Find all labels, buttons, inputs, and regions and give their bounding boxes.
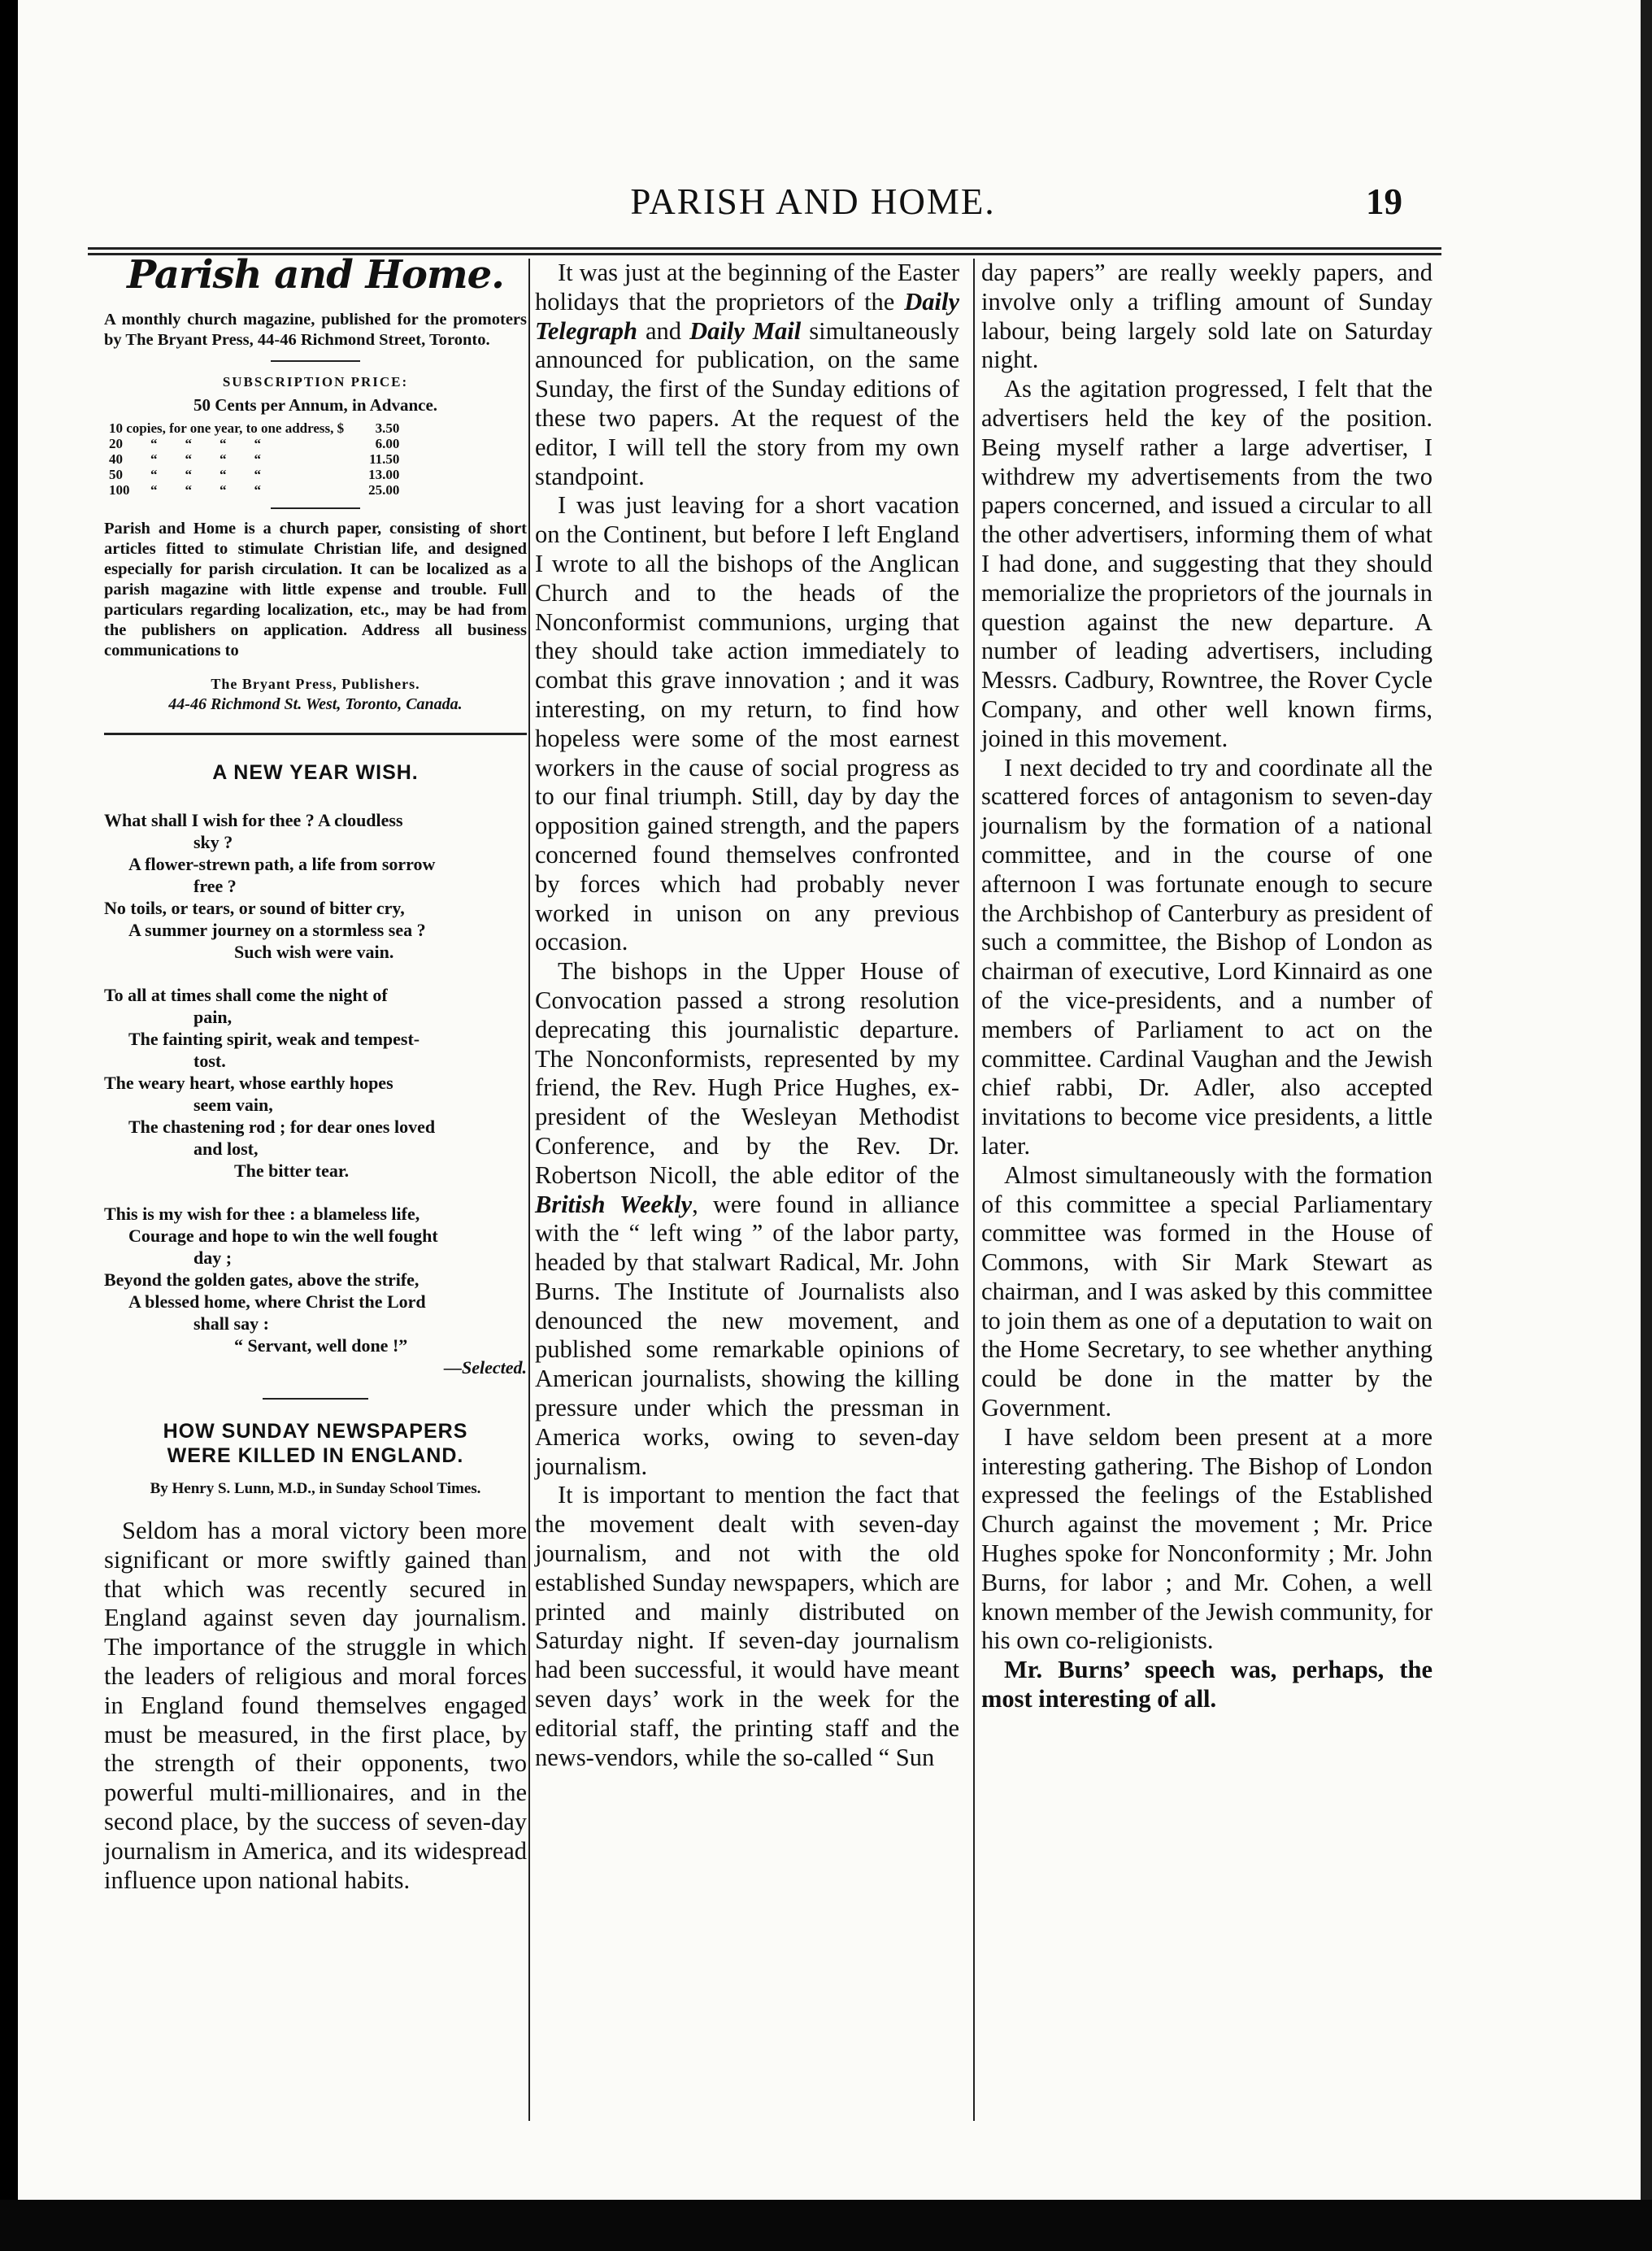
subscription-price: 50 Cents per Annum, in Advance. bbox=[193, 395, 438, 415]
price-row bbox=[109, 482, 407, 498]
page-number: 19 bbox=[1366, 181, 1402, 222]
poem-line: Courage and hope to win the well fought bbox=[128, 1226, 438, 1246]
masthead-title: Parish and Home. bbox=[127, 252, 504, 298]
newspaper-name: Daily Mail bbox=[689, 316, 802, 345]
poem-line: pain, bbox=[193, 1007, 233, 1027]
article-paragraph: Seldom has a moral victory been more significant or more swiftly gained than that which was recently secured in England against seven day journalism. The importance of the struggle in which the leaders of religious and moral forces in England found themselves engaged must be measured, in the first place, by the strength of their opponents, two powerful multi-millionaires, and in the second place, by the success of seven-day journalism in America, and its widespread influence upon national habits. bbox=[104, 1517, 527, 1894]
column-3 bbox=[981, 259, 1432, 1714]
poem-line: Beyond the golden gates, above the strife, bbox=[104, 1269, 420, 1290]
divider bbox=[271, 507, 360, 509]
article-paragraph: Mr. Burns’ speech was, perhaps, the most interesting of all. bbox=[981, 1656, 1432, 1713]
column-divider bbox=[528, 259, 530, 2121]
price-amount: 13.00 bbox=[368, 467, 400, 482]
poem-line: The fainting spirit, weak and tempest- bbox=[128, 1029, 420, 1049]
price-table bbox=[109, 420, 407, 498]
poem-stanza bbox=[104, 809, 527, 963]
divider bbox=[271, 360, 360, 362]
price-amount: 11.50 bbox=[369, 451, 400, 467]
column-1 bbox=[104, 252, 527, 1895]
poem-signature: —Selected. bbox=[443, 1357, 527, 1378]
scan-bottom-edge bbox=[0, 2200, 1652, 2251]
article-paragraph: The bishops in the Upper House of Convocation passed a strong resolution deprecating this journalistic departure. The Nonconformists, represented by my friend, the Rev. Hugh Price Hughes, ex-president of the Wesleyan Methodist Conference, and by the Rev. Dr. Robertson Nicoll, the able editor of the British Weekly, were found in alliance with the “ left wing ” of the labor party, headed by that stalwart Radical, Mr. John Burns. The Institute of Journalists also denounced the new movement, and published some remarkable opinions of American journalists, showing the killing pressure under which the pressman in America works, owing to seven-day journalism. bbox=[535, 957, 959, 1480]
poem-line: What shall I wish for thee ? A cloudless bbox=[104, 810, 403, 830]
article-paragraph: It was just at the beginning of the Easter holidays that the proprietors of the Daily Telegraph and Daily Mail simultaneously announced for publication, on the same Sunday, the first of the Sunday editions of these two papers. At the request of the editor, I will tell the story from my own standpoint. bbox=[535, 259, 959, 490]
column-2 bbox=[535, 259, 959, 1772]
price-qty: 20 “ “ “ “ bbox=[109, 436, 261, 451]
publisher-name: The Bryant Press, Publishers. bbox=[211, 676, 420, 692]
poem-stanza bbox=[104, 1203, 527, 1356]
divider bbox=[263, 1398, 368, 1400]
article-paragraph: day papers” are really weekly papers, and involve only a trifling amount of Sunday labour, being largely sold late on Saturday night. bbox=[981, 259, 1432, 374]
poem-line: The weary heart, whose earthly hopes bbox=[104, 1073, 393, 1093]
publisher-address: 44-46 Richmond St. West, Toronto, Canada. bbox=[168, 695, 463, 713]
article-paragraph: I was just leaving for a short vacation on the Continent, but before I left England I wrote to all the bishops of the Anglican Church and to the heads of the Nonconformist communions, urging that they should take action immediately to combat this grave innovation ; and it was interesting, on my return, to find how hopeless were some of the most earnest workers in the cause of social progress as to our final triumph. Still, day by day the opposition gained strength, and the papers concerned found themselves confronted by forces which had probably never worked in unison on any previous occasion. bbox=[535, 491, 959, 956]
poem-line: seem vain, bbox=[193, 1095, 273, 1115]
poem-line: free ? bbox=[193, 876, 237, 896]
price-qty: 40 “ “ “ “ bbox=[109, 451, 261, 467]
poem-stanza bbox=[104, 984, 527, 1182]
price-row bbox=[109, 451, 407, 467]
price-qty: 50 “ “ “ “ bbox=[109, 467, 261, 482]
masthead-description: A monthly church magazine, published for the promoters by The Bryant Press, 44-46 Richmond Street, Toronto. bbox=[104, 311, 527, 349]
price-amount: 6.00 bbox=[375, 436, 400, 451]
poem-line: shall say : bbox=[193, 1313, 269, 1334]
price-row bbox=[109, 436, 407, 451]
price-amount: 25.00 bbox=[368, 482, 400, 498]
poem-line: Such wish were vain. bbox=[234, 942, 394, 962]
article-paragraph: I next decided to try and coordinate all the scattered forces of antagonism to seven-day journalism by the formation of a national committee, and in the course of one afternoon I was fortunate enough to secure the Archbishop of Canterbury as president of such a committee, the Bishop of London as chairman of executive, Lord Kinnaird as one of the vice-presidents, and a number of members of Parliament to act on the committee. Cardinal Vaughan and the Jewish chief rabbi, Dr. Adler, also accepted invitations to become vice presidents, a little later. bbox=[981, 753, 1432, 1160]
subscription-heading: SUBSCRIPTION PRICE: bbox=[222, 374, 409, 390]
price-amount: 3.50 bbox=[375, 420, 400, 436]
article-paragraph: Almost simultaneously with the formation of this committee a special Parliamentary committee was formed in the House of Commons, with Sir Mark Stewart as chairman, and I was asked by this committee to join them as one of a deputation to wait on the Home Secretary, to see whether anything could be done in the matter by the Government. bbox=[981, 1160, 1432, 1422]
masthead-about: Parish and Home is a church paper, consisting of short articles fitted to stimulate Christian life, and designed especially for parish circulation. It can be localized as a parish magazine with little expense and trouble. Full particulars regarding localization, etc., may be had from the publishers on application. Address all business communications to bbox=[104, 520, 527, 660]
poem-line: No toils, or tears, or sound of bitter cry, bbox=[104, 898, 405, 918]
poem-line: sky ? bbox=[193, 832, 233, 852]
poem-line: The chastening rod ; for dear ones loved bbox=[128, 1117, 436, 1137]
poem-line: “ Servant, well done !” bbox=[234, 1335, 408, 1356]
article-title: HOW SUNDAY NEWSPAPERS WERE KILLED IN ENGLAND. bbox=[163, 1420, 468, 1467]
poem-body bbox=[104, 809, 527, 1378]
divider bbox=[104, 733, 527, 735]
article-paragraph: I have seldom been present at a more interesting gathering. The Bishop of London expressed the feelings of the Established Church against the movement ; Mr. Price Hughes spoke for Nonconformity ; Mr. John Burns, for labor ; and Mr. Cohen, a well known member of the Jewish community, for his own co-religionists. bbox=[981, 1422, 1432, 1655]
poem-line: day ; bbox=[193, 1247, 233, 1268]
article-paragraph: It is important to mention the fact that the movement dealt with seven-day journalism, and not with the old established Sunday newspapers, which are printed and mainly distributed on Saturday night. If seven-day journalism had been successful, it would have meant seven days’ work in the week for the editorial staff, the printing staff and the news-vendors, while the so-called “ Sun bbox=[535, 1481, 959, 1771]
column-divider bbox=[973, 259, 975, 2121]
poem-line: A blessed home, where Christ the Lord bbox=[128, 1291, 426, 1312]
article-paragraph: As the agitation progressed, I felt that the advertisers held the key of the position. Being myself rather a large advertiser, I withdrew my advertisements from the two papers concerned, and issued a circular to all the other advertisers, informing them of what I had done, and suggesting that they should memorialize the proprietors of the journals in question against the new departure. A number of leading advertisers, including Messrs. Cadbury, Rowntree, the Rover Cycle Company, and other well known firms, joined in this movement. bbox=[981, 375, 1432, 752]
scan-left-edge bbox=[0, 0, 18, 2251]
newspaper-name: Daily Telegraph bbox=[535, 287, 959, 345]
poem-title: A NEW YEAR WISH. bbox=[212, 761, 419, 784]
poem-line: A summer journey on a stormless sea ? bbox=[128, 920, 426, 940]
price-qty: 100 “ “ “ “ bbox=[109, 482, 261, 498]
poem-line: and lost, bbox=[193, 1139, 259, 1159]
running-head: PARISH AND HOME. bbox=[630, 181, 996, 222]
article-byline: By Henry S. Lunn, M.D., in Sunday School Times. bbox=[150, 1480, 481, 1497]
poem-line: The bitter tear. bbox=[234, 1160, 350, 1181]
poem-line: tost. bbox=[193, 1051, 226, 1071]
poem-line: This is my wish for thee : a blameless life, bbox=[104, 1204, 420, 1224]
poem-line: A flower-strewn path, a life from sorrow bbox=[128, 854, 436, 874]
price-row bbox=[109, 467, 407, 482]
price-qty: 10 copies, for one year, to one address, $ bbox=[109, 420, 345, 436]
poem-line: To all at times shall come the night of bbox=[104, 985, 388, 1005]
newspaper-name: British Weekly bbox=[535, 1190, 693, 1218]
price-row bbox=[109, 420, 407, 436]
scan-right-edge bbox=[1641, 0, 1652, 2251]
